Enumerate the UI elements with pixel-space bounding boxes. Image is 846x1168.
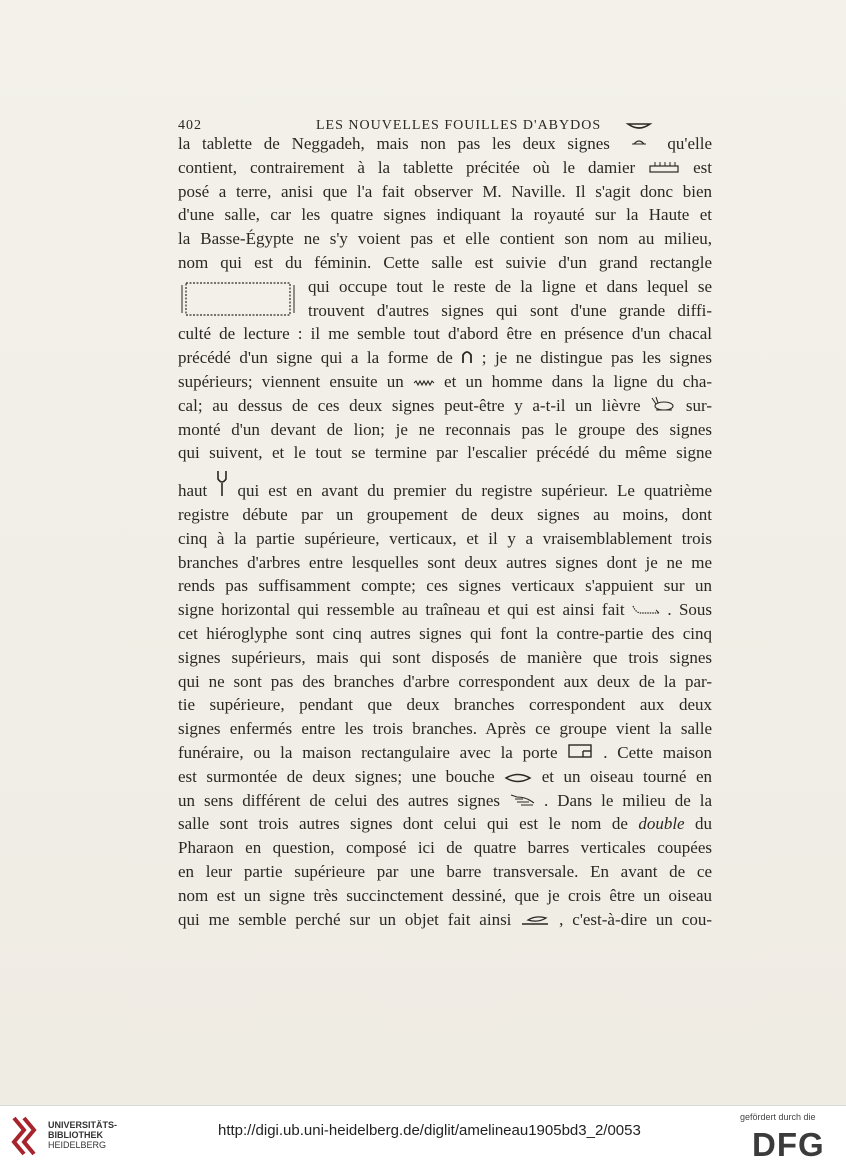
dfg-logo: DFG [752, 1126, 825, 1163]
text-line: nom qui est du féminin. Cette salle est suivie d'un grand rectangle [178, 252, 712, 272]
hieroglyph-arch-icon [461, 347, 473, 371]
text-line: cal; au dessus de ces deux signes peut-être y a-t-il un lièvre sur- [178, 394, 712, 418]
text-line: d'une salle, car les quatre signes indiquant la royauté sur la Haute et [178, 205, 712, 225]
text-line: signes supérieurs, mais qui sont disposés de manière que trois signes [178, 647, 712, 667]
hieroglyph-draughtboard-icon [648, 157, 680, 181]
hieroglyph-bowl-icon [622, 133, 656, 157]
funding-note: gefördert durch die [740, 1112, 816, 1122]
hieroglyph-water-icon [413, 371, 435, 395]
text-line: qui occupe tout le reste de la ligne et dans lequel se [308, 276, 712, 296]
text-line: signes enfermés entre les trois branches. Après ce groupe vient la salle [178, 719, 712, 739]
text-line: qui me semble perché sur un objet fait ainsi , c'est-à-dire un cou- [178, 908, 712, 932]
text-line: Pharaon en question, composé ici de quatre barres verticales coupées [178, 838, 712, 858]
text-line: branches d'arbres entre lesquelles sont deux autres signes dont je ne me [178, 552, 712, 572]
text-line: un sens différent de celui des autres signes . Dans le milieu de la [178, 789, 712, 813]
text-line: haut qui est en avant du premier du registre supérieur. Le quatrième [178, 479, 712, 503]
text-line: salle sont trois autres signes dont celui qui est le nom de double du [178, 814, 713, 834]
text-line: cinq à la partie supérieure, verticaux, et il y a vraisemblablement trois [178, 528, 712, 548]
text-line: supérieurs; viennent ensuite un et un homme dans la ligne du cha- [178, 370, 712, 394]
hieroglyph-mouth-icon [504, 766, 532, 790]
text-line: qui ne sont pas des branches d'arbre correspondent aux deux de la par- [178, 671, 712, 691]
hieroglyph-house-icon [567, 742, 593, 766]
hieroglyph-ka-arms-icon [216, 480, 228, 504]
text-line: précédé d'un signe qui a la forme de ; je ne distingue pas les signes [178, 346, 712, 370]
text-line: funéraire, ou la maison rectangulaire avec la porte . Cette maison [178, 741, 712, 765]
emphasis-double: double [638, 814, 685, 834]
hieroglyph-cartouche-rectangle-icon [178, 279, 298, 326]
text-line: tie supérieure, pendant que deux branches correspondent aux deux [178, 695, 712, 715]
library-name: UNIVERSITÄTS- BIBLIOTHEK HEIDELBERG [48, 1120, 118, 1150]
text-line: la tablette de Neggadeh, mais non pas les deux signes qu'elle [178, 132, 712, 156]
permalink-url[interactable]: http://digi.ub.uni-heidelberg.de/diglit/amelineau1905bd3_2/0053 [218, 1122, 641, 1139]
text-line: signe horizontal qui ressemble au traîneau et qui est ainsi fait . Sous [178, 598, 712, 622]
hieroglyph-perch-icon [520, 909, 550, 933]
body-text [178, 132, 712, 931]
text-line: qui suivent, et le tout se termine par l'escalier précédé du même signe [178, 443, 712, 463]
text-line: registre débute par un groupement de deux signes au moins, dont [178, 504, 712, 524]
text-line: est surmontée de deux signes; une bouche et un oiseau tourné en [178, 765, 712, 789]
university-library-logo [10, 1112, 40, 1160]
text-line: cet hiéroglyphe sont cinq autres signes qui font la contre-partie des cinq [178, 623, 712, 643]
running-title: LES NOUVELLES FOUILLES D'ABYDOS [316, 118, 602, 133]
hieroglyph-sledge-icon [632, 599, 660, 623]
text-line: posé a terre, anisi que l'a fait observer M. Naville. Il s'agit donc bien [178, 181, 712, 201]
text-line: monté d'un devant de lion; je ne reconnais pas le groupe des signes [178, 419, 712, 439]
text-line: contient, contrairement à la tablette précitée où le damier est [178, 156, 712, 180]
text-line: trouvent d'autres signes qui sont d'une grande diffi- [308, 300, 712, 320]
text-line: en leur partie supérieure par une barre transversale. En avant de ce [178, 861, 712, 881]
rectangle-paragraph [178, 275, 712, 323]
text-line: la Basse-Égypte ne s'y voient pas et elle contient son nom au milieu, [178, 229, 712, 249]
text-line: rends pas suffisamment compte; ces signes verticaux s'appuient sur un [178, 576, 712, 596]
page-number: 402 [178, 118, 202, 133]
text-line: nom est un signe très succinctement dessiné, que je crois être un oiseau [178, 885, 712, 905]
hieroglyph-hare-icon [650, 395, 676, 419]
text-line: culté de lecture : il me semble tout d'abord être en présence d'un chacal [178, 324, 712, 344]
hieroglyph-bird-icon [509, 790, 535, 814]
